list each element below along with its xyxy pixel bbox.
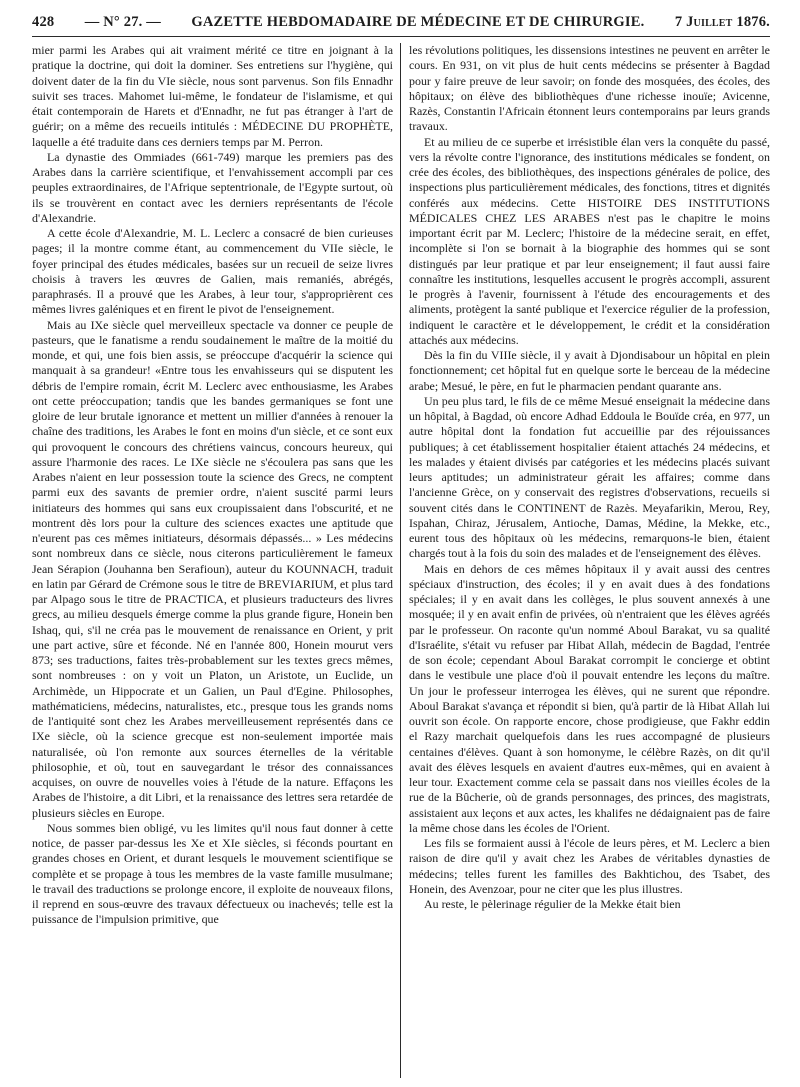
journal-title: GAZETTE HEBDOMADAIRE DE MÉDECINE ET DE CHIRURGIE.: [191, 14, 645, 30]
paragraph: Nous sommes bien obligé, vu les limites qu'il nous faut donner à cette notice, de passer par-dessus les Xe et XIe siècles, si féconds pourtant en grandes choses en Orient, et durant lesquels le mouvement scientifique se complète et se propage à tous les membres de la vaste famille musulmane; le travail des traductions se prolonge encore, il exploite de nouveaux filons, il reprend en sous-œuvre des travaux défectueux ou inachevés; telle est la puissance de l'impulsion primitive, que: [32, 820, 393, 927]
right-column: [409, 43, 770, 1078]
paragraph: Un peu plus tard, le fils de ce même Mesué enseignait la médecine dans un hôpital, à Bagdad, où encore Adhad Eddoula le Bouïde créa, en 977, un autre hôpital dont la fondation fut accueillie par des réjouissances publiques; à cet établissement hospitalier étaient attachés 24 médecins, et les malades y étaient divisés par catégories et les médecins placés suivant leurs aptitudes; un administrateur gérait les affaires; comme dans l'ancienne Grèce, on y conservait des registres d'observations, recueils si souvent cités dans le CONTINENT de Razès. Meyafarikin, Merou, Rey, Ispahan, Chiraz, Jérusalem, Antioche, Damas, Médine, la Mekke, etc., eurent tous des hôpitaux où les médecins, remarquons-le bien, étaient chargés tout à la fois du soin des malades et de l'enseignement des élèves.: [409, 393, 770, 561]
issue-date: 7 Juillet 1876.: [674, 14, 770, 30]
paragraph: les révolutions politiques, les dissensions intestines ne peuvent en arrêter le cours. En 931, on vit plus de huit cents médecins se présenter à Bagdad pour y faire preuve de leur savoir; on fonde des mosquées, des écoles, des hôpitaux; on élève des bibliothèques d'une richesse inouïe; Avicenne, Razès, Constantin l'Africain étonnent leurs contemporains par leurs grands travaux.: [409, 43, 770, 134]
paragraph: Mais en dehors de ces mêmes hôpitaux il y avait aussi des centres spéciaux d'instruction, des écoles; il y en avait dues à des fondations spéciales; il y en avait dans les collèges, le plus souvent annexés à une mosquée; il y en avait enfin de privées, où n'entraient que les élèves agréés par le professeur. On raconte qu'un nommé Aboul Barakat, vu sa qualité d'Israélite, s'était vu refuser par Hibat Allah, médecin de Bagdad, l'entrée de son école; cependant Aboul Barakat corrompit le concierge et obtint dans le vestibule une place d'où il pouvait entendre les leçons du maître. Un jour le professeur interrogea les élèves, qui ne surent que répondre. Aboul Barakat s'avança et répondit si bien, qu'à partir de là Hibat Allah lui ouvrit son école. On rapporte encore, chose prodigieuse, que Fakhr eddin el Razy marchait quelquefois dans les rues accompagné de plusieurs centaines d'élèves. Quant à son homonyme, le célèbre Razès, on dit qu'il avait des élèves lesquels en avaient d'autres eux-mêmes, qui en avaient à leur tour. Exactement comme cela se passait dans nos vieilles écoles de la rue de la Bûcherie, où de grands personnages, des princes, des magistrats, assistaient aux leçons et aux actes, les khalifes ne dédaignaient pas de faire la même chose dans les écoles de l'Orient.: [409, 561, 770, 835]
paragraph: Les fils se formaient aussi à l'école de leurs pères, et M. Leclerc a bien raison de dire qu'il y avait chez les Arabes de véritables dynasties de médecins; telles furent les familles des Bakhtichou, des Tsabet, des Honein, des Avenzoar, pour ne citer que les plus illustres.: [409, 836, 770, 896]
paragraph: La dynastie des Ommiades (661-749) marque les premiers pas des Arabes dans la carrière scientifique, et l'envahissement accompli par ces peuples extraordinaires, de l'Afrique septentrionale, de l'Egypte surtout, où ils se trouvèrent en contact avec les derniers représentants de l'école d'Alexandrie.: [32, 149, 393, 225]
issue-number: — N° 27. —: [84, 14, 162, 30]
page-number: 428: [32, 14, 55, 30]
article-body: [32, 43, 770, 1078]
paragraph: Au reste, le pèlerinage régulier de la Mekke était bien: [424, 897, 681, 911]
paragraph: Mais au IXe siècle quel merveilleux spectacle va donner ce peuple de pasteurs, que le fanatisme a rendu soudainement le maître de la moitié du monde, et qui, une fois bien assis, se préoccupe d'acquérir la science qui manquait à sa grandeur! «Entre tous les envahisseurs qui se disputent les débris de l'empire romain, écrit M. Leclerc avec enthousiasme, les Arabes ont cette préoccupation; tandis que les bandes germaniques se font une gloire de leur brutale ignorance et mettent un millier d'années à renouer la chaîne des traditions, les Arabes le font en moins d'un siècle, et ce sont eux qui provoquent le concours des chrétiens vaincus, concours heureux, qui assure l'harmonie des races. Le IXe siècle ne s'écoulera pas sans que les Arabes n'aient en leur possession toute la science des Grecs, ne comptent parmi eux des savants de premier ordre, n'aient suscité parmi leurs initiateurs des hommes qui sans eux croupissaient dans l'obscurité, et ne montrent dès lors pour la culture des sciences exactes une aptitude que n'eurent pas ces mêmes initiateurs, désormais dépassés... » Les médecins sont nombreux dans ce siècle, nous citerons particulièrement le fameux Jean Sérapion (Jouhanna ben Serafioun), auteur du KOUNNACH, traduit en latin par Gérard de Crémone sous le titre de BREVIARIUM, et plus tard par Alpago sous le titre de PRACTICA, et plusieurs traducteurs des livres grecs, au milieu desquels émerge comme la plus grande figure, Honein ben Ishaq, qui, s'il ne créa pas le mouvement de renaissance en Orient, y prit une part active, sûre et féconde. Né en l'année 800, Honein mourut vers 873; ses traductions, faites très-probablement sur les textes grecs mêmes, sont nombreuses : on y voit un Platon, un Aristote, un Euclide, un Archimède, un Hippocrate et un Galien, un Paul d'Egine. Philosophes, mathématiciens, médecins, naturalistes, etc., presque tous les grands noms de l'antiquité sont chez les Arabes merveilleusement représentés dans ce IXe siècle, où la science grecque est non-seulement importée mais naturalisée, où l'on remonte aux sources éternelles de la véritable philosophie, et où, tout en sauvegardant le trésor des connaissances acquises, on ouvre de nouvelles voies à l'étude de la nature. Effaçons les Arabes de l'histoire, a dit Libri, et la renaissance des lettres sera retardée de plusieurs siècles en Europe.: [32, 317, 393, 820]
paragraph: Dès la fin du VIIIe siècle, il y avait à Djondisabour un hôpital en plein fonctionnement; cet hôpital fut en quelque sorte le berceau de la médecine arabe; Mesué, le père, en fut le pharmacien pendant quarante ans.: [409, 348, 770, 393]
paragraph: mier parmi les Arabes qui ait vraiment mérité ce titre en joignant à la pratique la doctrine, qui doit la dominer. Ses entretiens sur l'hygiène, qui doivent dater de la fin du VIe siècle, nous sont parvenus. Son fils Ennadhr suivit ses traces. Mahomet lui-même, le fondateur de l'islamisme, et qui était contemporain de Harets et d'Ennadhr, ne fut pas étranger à l'art de guérir; on a même des recueils intitulés : MÉDECINE DU PROPHÈTE, laquelle a été traduite dans ces derniers temps par M. Perron.: [32, 43, 393, 149]
left-column: [32, 43, 393, 1078]
paragraph: Et au milieu de ce superbe et irrésistible élan vers la conquête du passé, vers la révolte contre l'ignorance, des institutions médicales se fondent, on crée des écoles, des bibliothèques, des inspections générales de police, des inspections plus particulièrement médicales, des fonctions, titres et dignités conférés aux médecins. Cette HISTOIRE DES INSTITUTIONS MÉDICALES CHEZ LES ARABES n'est pas le chapitre le moins important écrit par M. Leclerc; l'histoire de la médecine serait, en effet, incomplète si l'on se bornait à la biographie des hommes qui se sont distingués par leur pratique et par leur enseignement; il faut aussi faire connaître les institutions, lesquelles accusent le progrès accompli, assurent le progrès à l'avenir, fournissent à l'étude des encouragements et des aliments, protègent la santé publique et l'exercice régulier de la profession, indiquent le caractère et le développement, le crédit et la considération attachés aux médecins.: [409, 134, 770, 347]
running-header: [32, 14, 770, 37]
paragraph: A cette école d'Alexandrie, M. L. Leclerc a consacré de bien curieuses pages; il la montre comme étant, au commencement du VIIe siècle, le foyer principal des études médicales, basées sur un recueil de seize livres choisis à travers les œuvres de Galien, mais remaniés, abrégés, paraphrasés. Il a prouvé que les Arabes, à leur tour, s'approprièrent ces mêmes livres galéniques et en firent le pivot de l'enseignement.: [32, 226, 393, 317]
